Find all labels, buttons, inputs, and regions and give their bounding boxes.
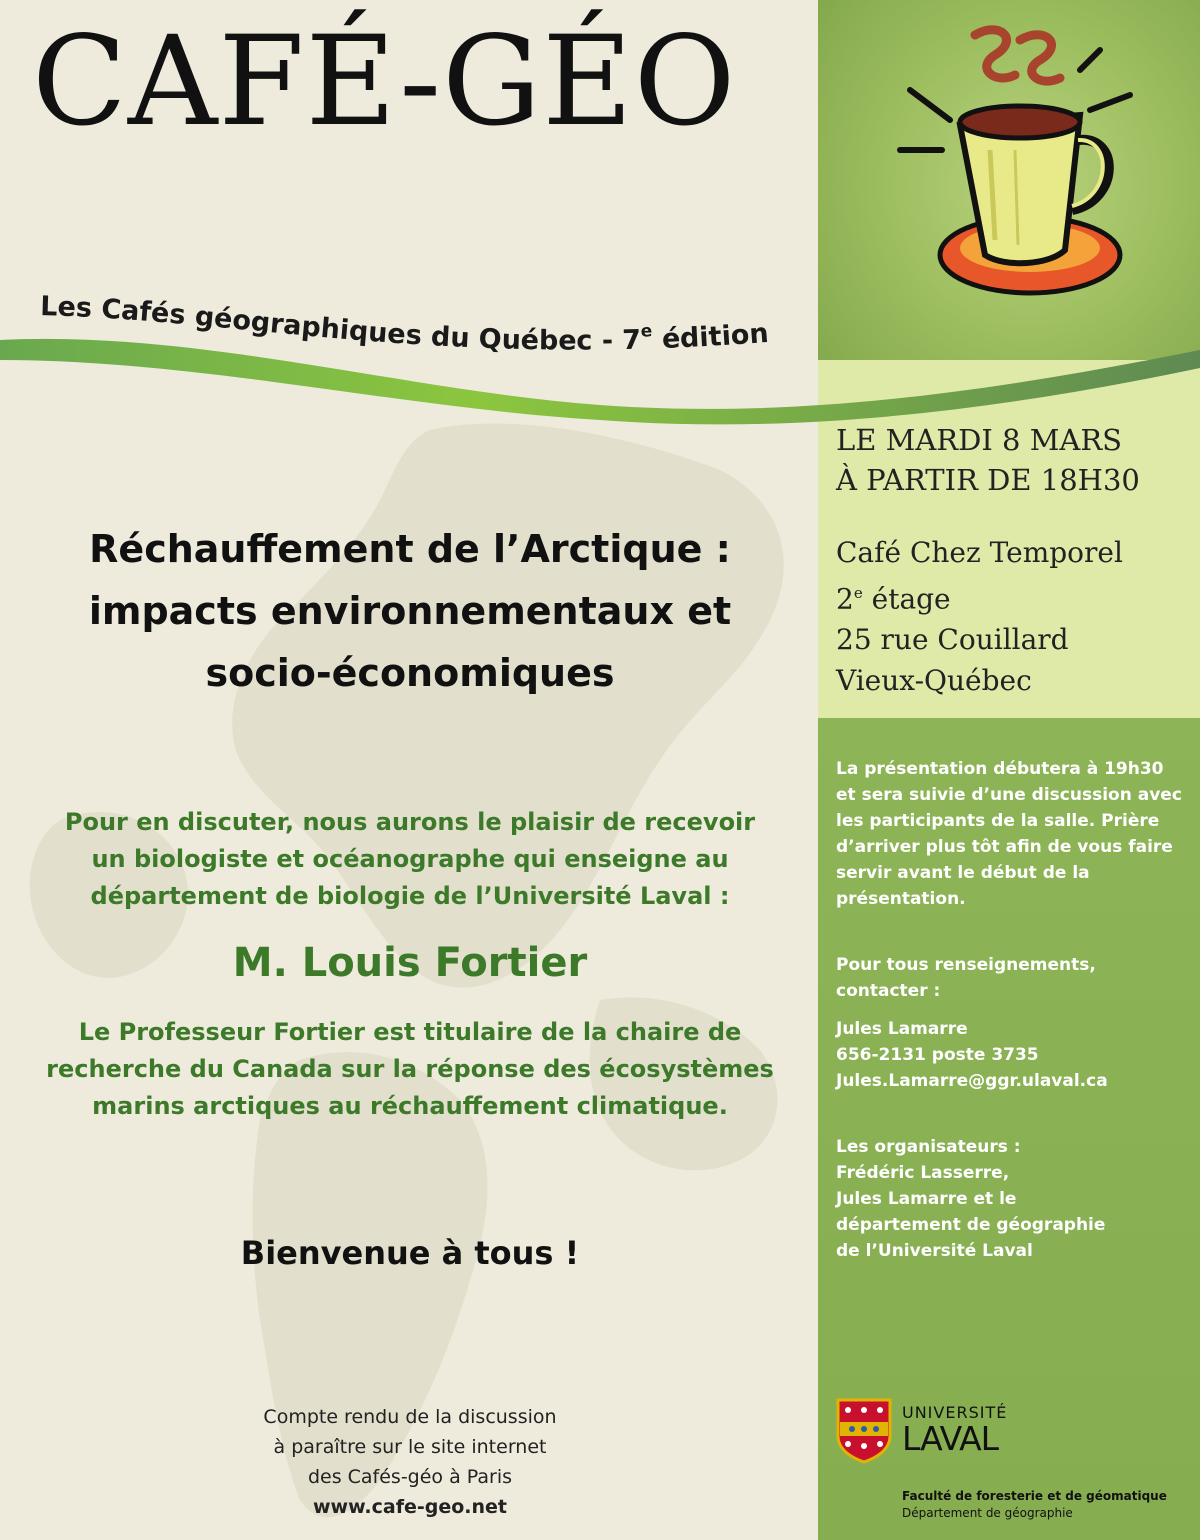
- faculty-name: Faculté de foresterie et de géomatique Département de géographie: [902, 1489, 1167, 1520]
- report-note: Compte rendu de la discussion à paraître sur le site internet des Cafés-géo à Paris www.cafe-geo.net: [210, 1402, 610, 1522]
- organizers: Les organisateurs : Frédéric Lasserre, Jules Lamarre et le département de géographie de l’Université Laval: [836, 1137, 1106, 1261]
- coffee-cup-icon: [880, 10, 1140, 310]
- talk-title: Réchauffement de l’Arctique : impacts environnementaux et socio-économiques: [88, 527, 732, 695]
- contact-details: [836, 1016, 1186, 1094]
- website-link[interactable]: www.cafe-geo.net: [312, 1496, 508, 1518]
- series-label: Les Cafés géographiques du Québec - 7e édition: [39, 290, 770, 357]
- welcome-text: Bienvenue à tous !: [240, 1234, 580, 1272]
- contact-phone: 656-2131 poste 3735: [836, 1045, 1039, 1065]
- presentation-note: La présentation débutera à 19h30 et sera suivie d’une discussion avec les participants de la salle. Prière d’arriver plus tôt afin de vous faire servir avant le début de la présentation.: [836, 759, 1182, 909]
- speaker-name: M. Louis Fortier: [232, 940, 588, 986]
- contact-heading: Pour tous renseignements, contacter :: [836, 955, 1096, 1001]
- contact-name: Jules Lamarre: [836, 1019, 968, 1039]
- speaker-bio: Le Professeur Fortier est titulaire de la chaire de recherche du Canada sur la réponse des écosystèmes marins arctiques au réchauffement climatique.: [46, 1018, 774, 1120]
- series-banner: [0, 280, 1200, 430]
- event-date: LE MARDI 8 MARS À PARTIR DE 18H30: [836, 423, 1140, 497]
- university-shield-icon: [836, 1398, 892, 1464]
- talk-intro: Pour en discuter, nous aurons le plaisir de recevoir un biologiste et océanographe qui enseigne au département de biologie de l’Université Laval :: [64, 808, 756, 910]
- event-venue: Café Chez Temporel 2e étage 25 rue Couillard Vieux-Québec: [836, 536, 1123, 698]
- contact-email[interactable]: Jules.Lamarre@ggr.ulaval.ca: [836, 1071, 1108, 1091]
- poster-title: CAFÉ-GÉO: [32, 10, 737, 154]
- university-name: UNIVERSITÉ LAVAL: [902, 1403, 1008, 1458]
